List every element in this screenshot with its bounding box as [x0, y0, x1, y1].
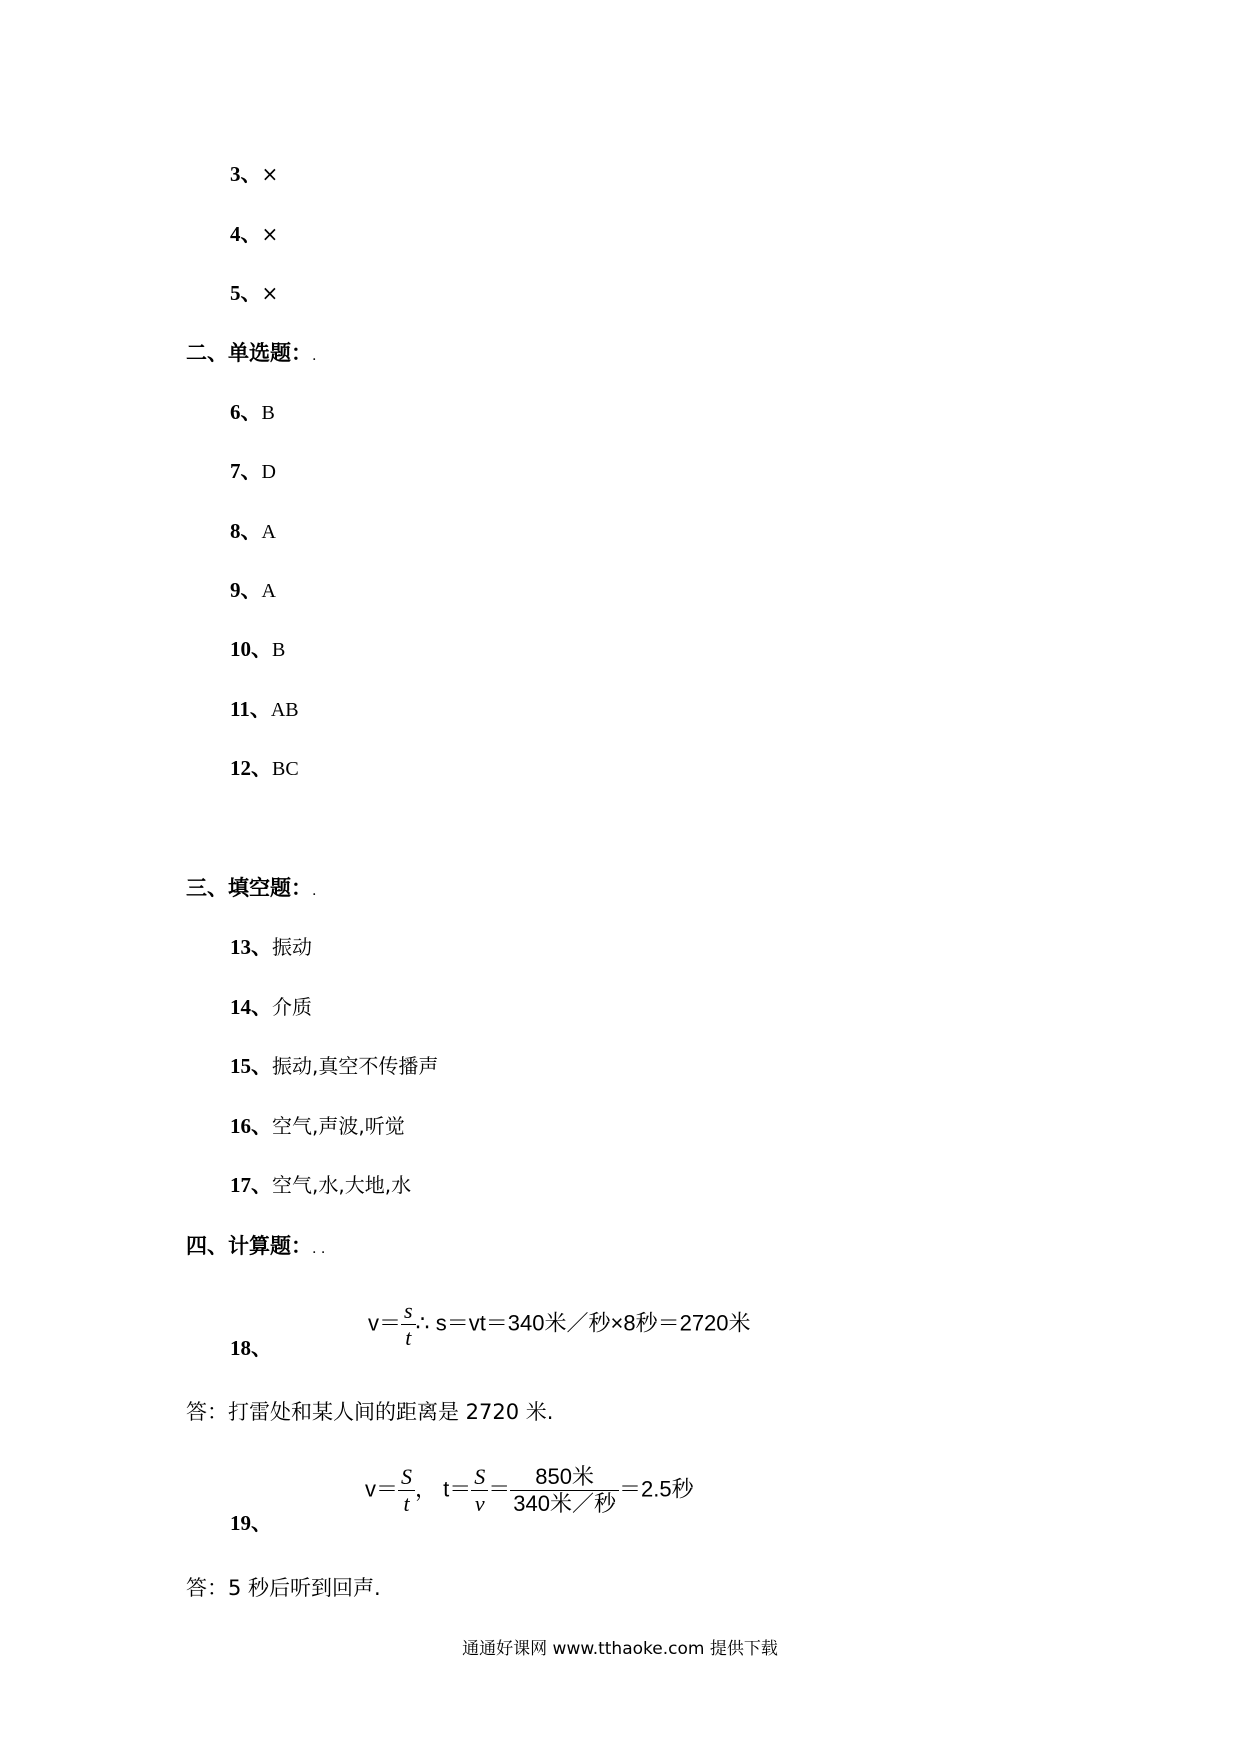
- fraction-denominator: t: [405, 1325, 412, 1350]
- answer-item-5: [230, 279, 278, 307]
- answer-item-15: [230, 1052, 438, 1080]
- item-answer: B: [272, 639, 286, 661]
- fraction-denominator: t: [403, 1491, 410, 1516]
- section-title: 三、填空题：: [186, 875, 312, 900]
- fraction-denominator: 340米／秒: [513, 1491, 616, 1516]
- fraction-numerator: S: [398, 1464, 415, 1491]
- item-number: 8、: [230, 519, 262, 543]
- item-answer: A: [261, 580, 276, 602]
- item-number: 16、: [230, 1114, 272, 1138]
- item-answer: 空气,声波,听觉: [272, 1114, 405, 1138]
- item-number: 18、: [230, 1336, 272, 1360]
- item-number: 9、: [230, 578, 262, 602]
- item-number: 5、: [230, 281, 262, 305]
- item-number: 19、: [230, 1511, 272, 1535]
- answer-item-4: [230, 220, 278, 248]
- item-answer: A: [261, 521, 276, 543]
- item-answer: 振动: [272, 935, 312, 959]
- fraction-numerator: 850米: [510, 1464, 619, 1491]
- section-heading-calculation: [186, 1232, 325, 1263]
- fraction-s-over-t: [401, 1298, 416, 1351]
- section-title: 二、单选题：: [186, 340, 312, 365]
- formula-18: [368, 1298, 751, 1351]
- answer-item-13: [230, 933, 312, 961]
- fraction-s-over-v: [471, 1464, 488, 1517]
- section-dot: . .: [312, 1241, 326, 1257]
- section-title: 四、计算题：: [186, 1233, 312, 1258]
- formula-19: [365, 1464, 694, 1517]
- item-number: 11、: [230, 697, 271, 721]
- formula-mid: ， t＝: [415, 1476, 472, 1502]
- item-number: 15、: [230, 1054, 272, 1078]
- calc-item-19-number: [230, 1509, 272, 1537]
- formula-lhs: v＝: [365, 1476, 399, 1502]
- item-number: 14、: [230, 995, 272, 1019]
- answer-item-3: [230, 160, 278, 188]
- item-number: 10、: [230, 637, 272, 661]
- answer-item-8: [230, 517, 276, 546]
- answer-item-16: [230, 1112, 405, 1140]
- answer-item-11: [230, 695, 299, 724]
- item-answer: ×: [261, 222, 279, 246]
- item-number: 3、: [230, 162, 262, 186]
- item-number: 4、: [230, 222, 262, 246]
- formula-lhs: v＝: [368, 1310, 402, 1336]
- item-answer: D: [261, 461, 276, 483]
- answer-item-7: [230, 457, 276, 486]
- answer-item-14: [230, 993, 312, 1021]
- fraction-distance-over-speed: [510, 1464, 619, 1517]
- item-answer: ×: [261, 281, 279, 305]
- item-answer: BC: [272, 758, 299, 780]
- item-answer: ×: [261, 162, 279, 186]
- answer-item-9: [230, 576, 276, 605]
- item-answer: AB: [270, 699, 299, 721]
- item-number: 13、: [230, 935, 272, 959]
- section-dot: .: [312, 883, 317, 899]
- fraction-numerator: S: [471, 1464, 488, 1491]
- calc-19-answer: 答：5 秒后听到回声.: [186, 1576, 381, 1600]
- calc-item-18-number: [230, 1334, 272, 1362]
- item-answer: 空气,水,大地,水: [272, 1173, 412, 1197]
- section-heading-fill-in: [186, 874, 316, 905]
- answer-item-10: [230, 635, 285, 664]
- answer-item-6: [230, 398, 275, 427]
- answer-item-12: [230, 754, 299, 783]
- item-number: 7、: [230, 459, 262, 483]
- fraction-s-over-t: [398, 1464, 415, 1517]
- item-number: 6、: [230, 400, 262, 424]
- item-number: 17、: [230, 1173, 272, 1197]
- answer-item-17: [230, 1171, 411, 1199]
- item-answer: 振动,真空不传播声: [272, 1054, 439, 1078]
- formula-result: ＝2.5秒: [618, 1476, 694, 1502]
- calc-18-answer: 答：打雷处和某人间的距离是 2720 米.: [186, 1400, 554, 1424]
- formula-eq: ＝: [488, 1476, 511, 1502]
- fraction-numerator: s: [401, 1298, 416, 1325]
- item-answer: 介质: [272, 995, 312, 1019]
- item-number: 12、: [230, 756, 272, 780]
- section-dot: .: [312, 348, 317, 364]
- fraction-denominator: v: [474, 1491, 485, 1516]
- page-footer: 通通好课网 www.tthaoke.com 提供下载: [462, 1639, 778, 1659]
- section-heading-single-choice: [186, 339, 316, 370]
- item-answer: B: [261, 402, 275, 424]
- formula-rest: ∴ s＝vt＝340米／秒×8秒＝2720米: [415, 1310, 751, 1336]
